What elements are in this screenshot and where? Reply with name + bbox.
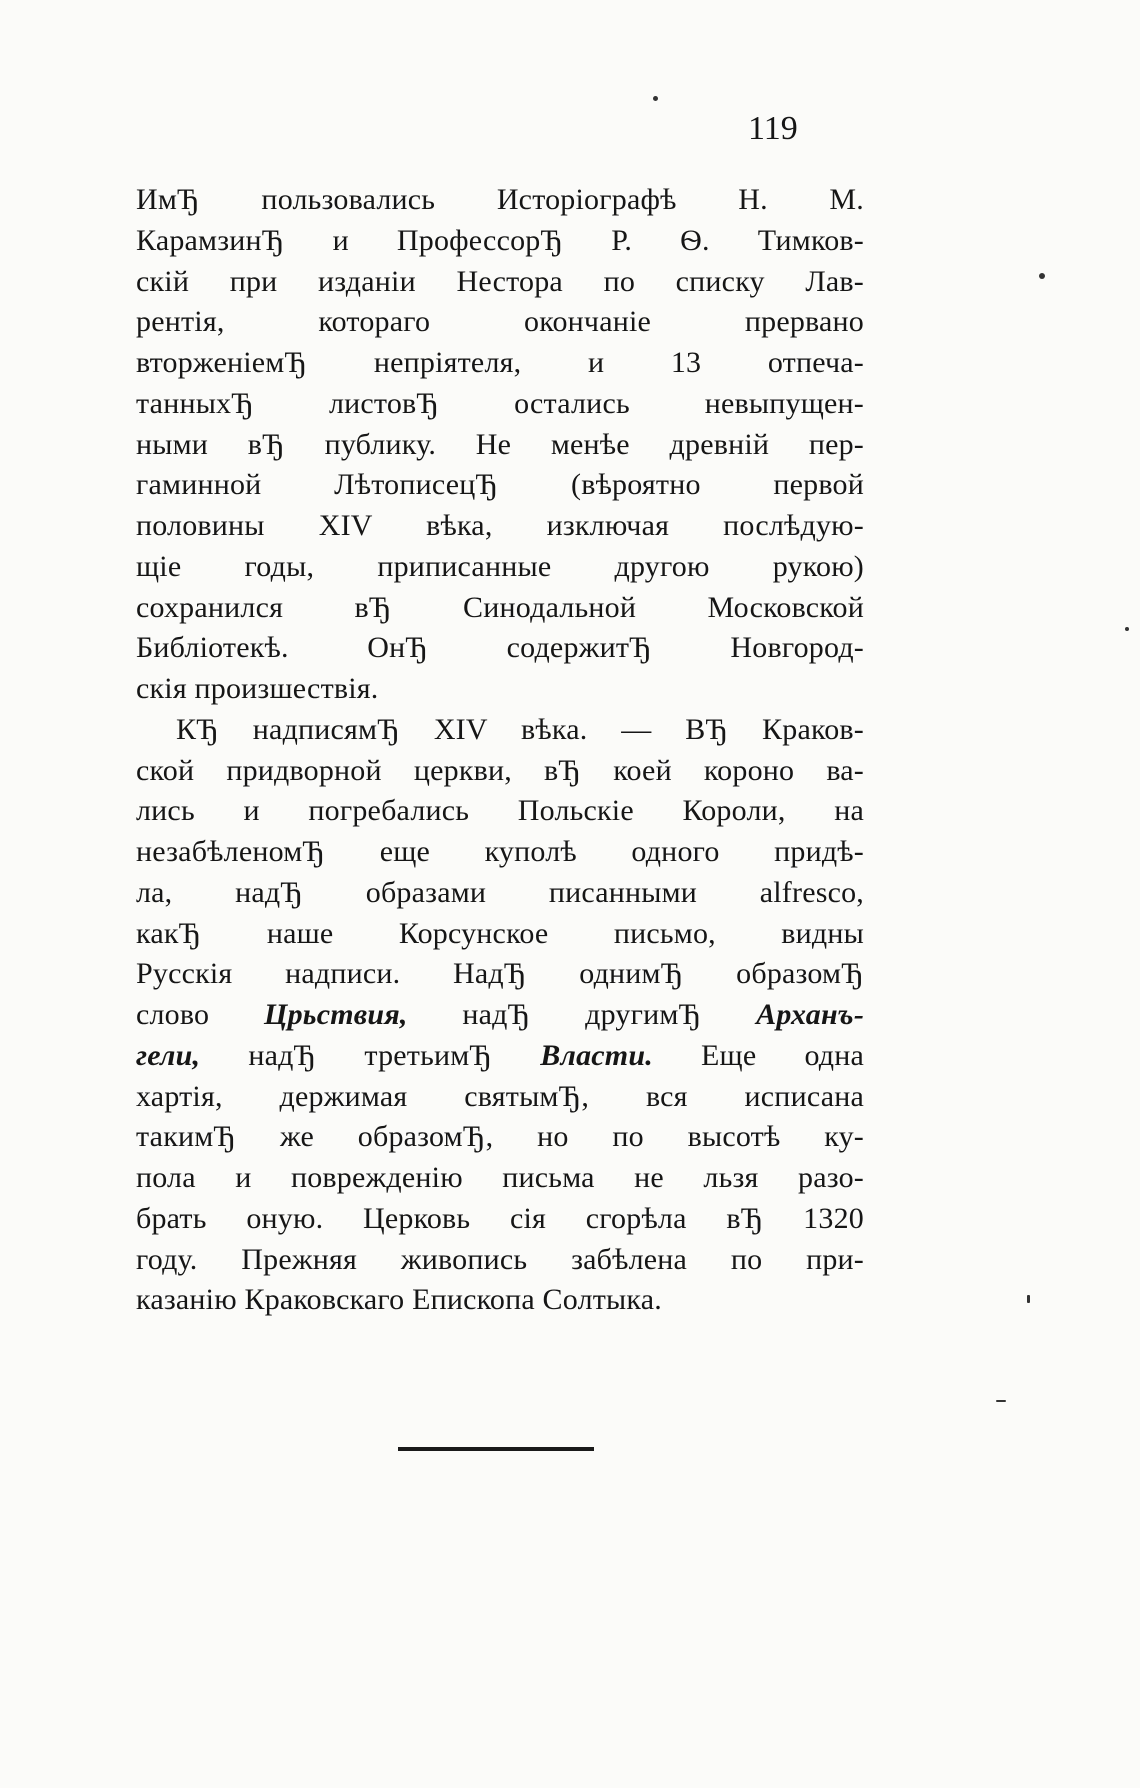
text-line: пола и поврежденію письма не льзя разо- <box>136 1161 864 1194</box>
italic-word: Арханъ- <box>756 998 865 1031</box>
italic-word: гели, <box>136 1038 201 1072</box>
text-line: гаминной ЛѣтописецЂ (вѣроятно первой <box>136 468 864 502</box>
text-line: щіе годы, приписанные другою рукою) <box>136 549 864 583</box>
text-line: незабѣленомЂ еще куполѣ одного придѣ- <box>136 835 864 868</box>
italic-word: Црьствия, <box>264 998 408 1031</box>
text-line: танныхЂ листовЂ остались невыпущен- <box>136 386 864 420</box>
ink-speck <box>1027 1295 1030 1303</box>
italic-word: Власти. <box>540 1038 653 1072</box>
text-line: КарамзинЂ и ПрофессорЂ Р. Ѳ. Тимков- <box>136 223 864 257</box>
text-line: рентія, котораго окончаніе прервано <box>136 305 864 339</box>
text-line: такимЂ же образомЂ, но по высотѣ ку- <box>136 1120 864 1154</box>
text-line: половины XIV вѣка, изключая послѣдую- <box>136 509 864 542</box>
text-line: хартія, держимая святымЂ, вся исписана <box>136 1079 864 1113</box>
text-line: казанію Краковскаго Епископа Солтыка. <box>136 1283 662 1317</box>
text-line: Библіотекѣ. ОнЂ содержитЂ Новгород- <box>136 631 864 665</box>
text-line: Русскія надписи. НадЂ однимЂ образомЂ <box>136 957 864 991</box>
text-line: вторженіемЂ непріятеля, и 13 отпеча- <box>136 346 864 379</box>
text-line: какЂ наше Корсунское письмо, видны <box>136 916 864 950</box>
end-rule <box>398 1447 594 1451</box>
ink-speck <box>1125 627 1129 631</box>
text-line: ИмЂ пользовались Исторіографѣ Н. М. <box>136 183 864 216</box>
text-span: слово <box>136 998 265 1031</box>
text-span: Еще одна <box>652 1038 865 1072</box>
text-span: надЂ другимЂ <box>407 998 757 1031</box>
ink-speck <box>996 1400 1006 1402</box>
text-line: скія произшествія. <box>136 672 379 705</box>
text-line: ской придворной церкви, вЂ коей короно ва- <box>136 753 864 787</box>
ink-speck <box>653 96 658 101</box>
page-text <box>136 180 864 1321</box>
page-number: 119 <box>748 110 798 147</box>
text-line <box>136 995 864 1036</box>
text-line: лись и погребались Польскіе Короли, на <box>136 794 864 828</box>
text-line: ными вЂ публику. Не менѣе древній пер- <box>136 427 864 461</box>
text-line <box>136 1036 864 1077</box>
text-line: сохранился вЂ Синодальной Московской <box>136 590 864 624</box>
ink-speck <box>1039 273 1045 279</box>
text-line: брать оную. Церковь сія сгорѣла вЂ 1320 <box>136 1201 864 1235</box>
text-line: ла, надЂ образами писанными alfresco, <box>136 875 864 909</box>
text-line: КЂ надписямЂ XIV вѣка. — ВЂ Краков- <box>176 712 864 746</box>
text-line: году. Прежняя живопись забѣлена по при- <box>136 1242 864 1276</box>
text-span: надЂ третьимЂ <box>200 1038 541 1072</box>
text-line: скій при изданіи Нестора по списку Лав- <box>136 264 864 298</box>
